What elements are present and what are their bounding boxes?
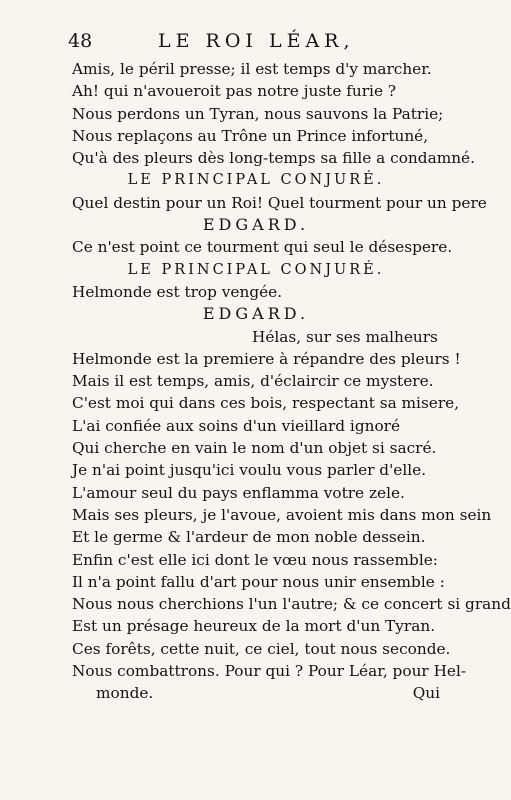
verse-line: Est un présage heureux de la mort d'un Tyran. <box>72 617 436 636</box>
verse-line-continuation: monde. <box>96 684 154 703</box>
verse-line: Qui cherche en vain le nom d'un objet si sacré. <box>72 439 437 458</box>
speaker-name: LE PRINCIPAL CONJURÉ. <box>127 172 385 189</box>
running-title: LE ROI LÉAR, <box>158 30 355 52</box>
verse-line: Hélas, sur ses malheurs <box>252 327 438 346</box>
verse-line: Quel destin pour un Roi! Quel tourment pour un pere <box>72 193 487 212</box>
verse-line: Nous combattrons. Pour qui ? Pour Léar, pour Hel- <box>72 662 467 681</box>
verse-line: Amis, le péril presse; il est temps d'y marcher. <box>72 60 432 78</box>
verse-line: Il n'a point fallu d'art pour nous unir ensemble : <box>72 572 445 591</box>
verse-line: Helmonde est la premiere à répandre des pleurs ! <box>72 349 461 368</box>
verse-body <box>72 58 511 705</box>
verse-line: Ah! qui n'avoueroit pas notre juste furie ? <box>72 82 397 101</box>
verse-line: Je n'ai point jusqu'ici voulu vous parler d'elle. <box>72 461 427 480</box>
verse-line: Nous perdons un Tyran, nous sauvons la Patrie; <box>72 104 444 123</box>
speaker-name: EDGARD. <box>202 215 310 235</box>
speaker-name: EDGARD. <box>202 304 310 324</box>
verse-line: Nous replaçons au Trône un Prince infortuné, <box>72 126 429 145</box>
verse-line: Ces forêts, cette nuit, ce ciel, tout nous seconde. <box>72 639 451 658</box>
verse-line: Ce n'est point ce tourment qui seul le désespere. <box>72 238 453 257</box>
verse-line: Enfin c'est elle ici dont le vœu nous rassemble: <box>72 550 438 569</box>
verse-line: Mais il est temps, amis, d'éclaircir ce mystere. <box>72 372 434 391</box>
verse-line: Mais ses pleurs, je l'avoue, avoient mis dans mon sein <box>72 505 492 524</box>
speaker-name: LE PRINCIPAL CONJURÉ. <box>127 261 385 278</box>
last-line <box>72 682 440 704</box>
page-number: 48 <box>68 30 93 52</box>
verse-line: Nous nous cherchions l'un l'autre; & ce concert si grand <box>72 595 511 614</box>
verse-line: Helmonde est trop vengée. <box>72 282 283 301</box>
page-header <box>68 30 432 56</box>
verse-line: C'est moi qui dans ces bois, respectant sa misere, <box>72 394 460 413</box>
verse-line: Qu'à des pleurs dès long-temps sa fille a condamné. <box>72 149 475 168</box>
catchword: Qui <box>412 684 440 703</box>
verse-line: Et le germe & l'ardeur de mon noble dessein. <box>72 528 426 547</box>
verse-line: L'amour seul du pays enflamma votre zele. <box>72 483 405 502</box>
verse-line: L'ai confiée aux soins d'un vieillard ignoré <box>72 416 401 435</box>
